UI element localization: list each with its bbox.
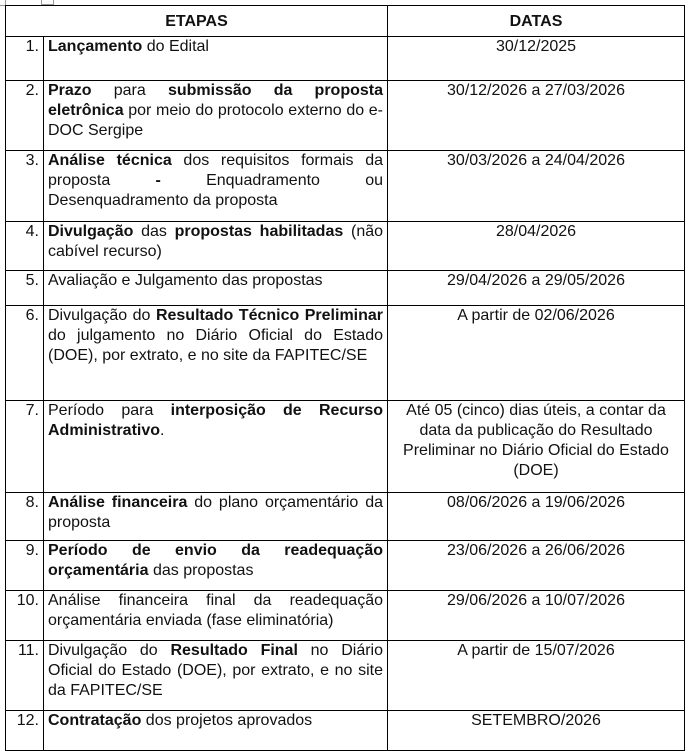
bold-text: Período de envio da readequação orçamentária: [48, 542, 383, 579]
step-date: 30/12/2025: [388, 37, 685, 81]
step-date: 29/06/2026 a 10/07/2026: [388, 591, 685, 641]
bold-text: Lançamento: [48, 38, 143, 55]
bold-text: Resultado Final: [170, 642, 298, 659]
table-header-row: [6, 6, 685, 37]
step-number: 6.: [6, 306, 44, 401]
table-row: [6, 541, 685, 591]
step-description: [44, 641, 388, 711]
table-row: [6, 401, 685, 493]
step-number: 3.: [6, 151, 44, 222]
step-description: [44, 493, 388, 541]
step-description: [44, 222, 388, 271]
step-description: [44, 306, 388, 401]
table-row: [6, 81, 685, 151]
text: para: [91, 82, 168, 99]
step-description: [44, 37, 388, 81]
header-etapas: ETAPAS: [6, 6, 388, 37]
step-number: 11.: [6, 641, 44, 711]
text: dos projetos aprovados: [141, 712, 313, 729]
step-number: 9.: [6, 541, 44, 591]
text: do plano orçamentário da proposta: [48, 494, 383, 531]
step-date: 23/06/2026 a 26/06/2026: [388, 541, 685, 591]
text: Avaliação e Julgamento das propostas: [48, 272, 323, 289]
table-row: [6, 222, 685, 271]
step-date: 30/12/2026 a 27/03/2026: [388, 81, 685, 151]
table-row: [6, 641, 685, 711]
step-number: 12.: [6, 711, 44, 751]
step-number: 2.: [6, 81, 44, 151]
text: Divulgação do: [48, 642, 171, 659]
bold-text: Resultado Técnico Preliminar: [155, 307, 384, 324]
step-date: Até 05 (cinco) dias úteis, a contar da data da publicação do Resultado Preliminar no Diário Oficial do Estado (DOE): [388, 401, 685, 493]
text: do Edital: [142, 38, 209, 55]
text: das: [133, 223, 175, 240]
step-number: 8.: [6, 493, 44, 541]
text: (não cabível recurso): [48, 223, 384, 260]
step-date: A partir de 02/06/2026: [388, 306, 685, 401]
table-row: [6, 493, 685, 541]
step-date: SETEMBRO/2026: [388, 711, 685, 751]
step-number: 5.: [6, 271, 44, 306]
step-number: 7.: [6, 401, 44, 493]
step-description: [44, 151, 388, 222]
table-row: [6, 37, 685, 81]
step-description: [44, 711, 388, 751]
bold-text: interposição de Recurso Administrativo: [48, 402, 384, 439]
step-description: [44, 401, 388, 493]
table-row: [6, 711, 685, 751]
text: Enquadramento ou Desenquadramento da proposta: [48, 172, 383, 209]
step-date: 08/06/2026 a 19/06/2026: [388, 493, 685, 541]
step-description: [44, 271, 388, 306]
step-date: A partir de 15/07/2026: [388, 641, 685, 711]
step-date: 28/04/2026: [388, 222, 685, 271]
text: do julgamento no Diário Oficial do Estado (DOE), por extrato, e no site da FAPITEC/SE: [48, 327, 383, 364]
step-description: [44, 541, 388, 591]
table-row: [6, 151, 685, 222]
bold-text: Divulgação: [48, 223, 134, 240]
step-number: 1.: [6, 37, 44, 81]
bold-text: Análise técnica: [48, 152, 172, 169]
text: das propostas: [148, 562, 254, 579]
step-description: [44, 591, 388, 641]
text: Período para: [48, 402, 171, 419]
bold-text: Análise financeira: [48, 494, 188, 511]
bold-text: Contratação: [48, 712, 142, 729]
table-row: [6, 591, 685, 641]
step-number: 4.: [6, 222, 44, 271]
text: no Diário Oficial do Estado (DOE), por extrato, e no site da FAPITEC/SE: [48, 642, 384, 699]
bold-text: -: [155, 172, 161, 189]
bold-text: propostas habilitadas: [174, 223, 344, 240]
bold-text: Prazo: [48, 82, 92, 99]
bold-text: submissão da proposta eletrônica: [48, 82, 383, 119]
text: por meio do protocolo externo do e-DOC Sergipe: [48, 102, 383, 139]
text: Análise financeira final da readequação orçamentária enviada (fase eliminatória): [48, 592, 383, 629]
table-row: [6, 306, 685, 401]
step-date: 30/03/2026 a 24/04/2026: [388, 151, 685, 222]
header-datas: DATAS: [388, 6, 685, 37]
table-row: [6, 271, 685, 306]
text: dos requisitos formais da proposta: [48, 152, 384, 189]
step-description: [44, 81, 388, 151]
text: Divulgação do: [48, 307, 156, 324]
text: .: [160, 422, 165, 439]
step-number: 10.: [6, 591, 44, 641]
step-date: 29/04/2026 a 29/05/2026: [388, 271, 685, 306]
schedule-table: [5, 5, 685, 751]
